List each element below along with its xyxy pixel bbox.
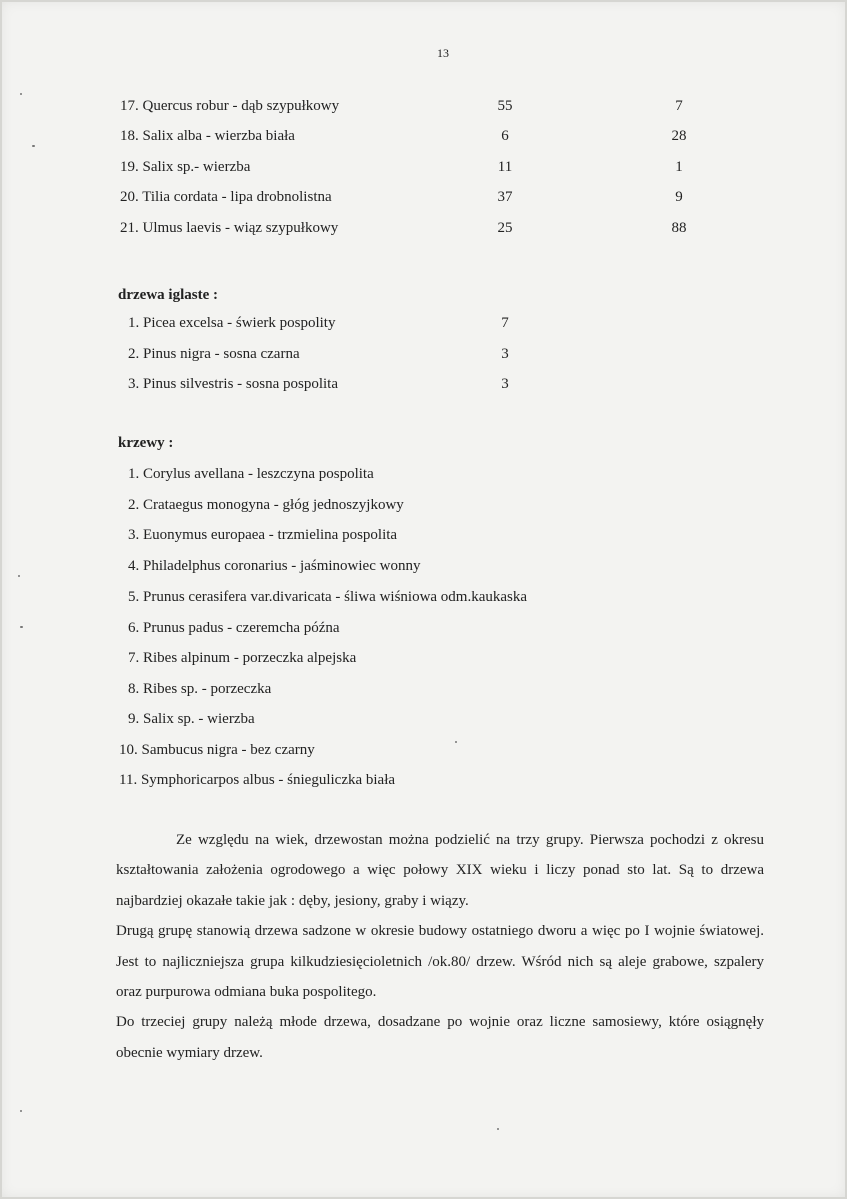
shrub-item: 6. Prunus padus - czeremcha późna [128, 620, 340, 636]
scan-speck [20, 1110, 22, 1112]
shrub-item: 4. Philadelphus coronarius - jaśminowiec wonny [128, 558, 421, 574]
shrub-item: 1. Corylus avellana - leszczyna pospolita [128, 466, 374, 482]
count-b: 88 [671, 220, 687, 236]
scan-speck [32, 145, 35, 147]
species-name: 3. Pinus silvestris - sosna pospolita [128, 376, 339, 392]
scan-speck [20, 93, 22, 95]
species-name: 1. Picea excelsa - świerk pospolity [128, 315, 336, 331]
count-b: 28 [671, 128, 687, 144]
scan-speck [497, 1128, 499, 1130]
shrub-item: 9. Salix sp. - wierzba [128, 711, 255, 727]
conifers-heading: drzewa iglaste : [118, 287, 218, 303]
count-a: 7 [501, 315, 509, 331]
paragraph: Ze względu na wiek, drzewostan można podzielić na trzy grupy. Pierwsza pochodzi z okresu kształtowania założenia ogrodowego a więc połowy XIX wieku i liczy ponad sto lat. Są to drzewa najbardziej okazałe takie jak : dęby, jesiony, graby i wiązy. [116, 832, 764, 909]
paragraph: Do trzeciej grupy należą młode drzewa, dosadzane po wojnie oraz liczne samosiewy, które osiągnęły obecnie wymiary drzew. [116, 1014, 764, 1061]
shrub-item: 3. Euonymus europaea - trzmielina pospolita [128, 527, 398, 543]
count-b: 7 [675, 98, 683, 114]
species-name: 20. Tilia cordata - lipa drobnolistna [120, 189, 332, 205]
count-b: 1 [675, 159, 683, 175]
count-a: 3 [501, 376, 509, 392]
scan-speck [18, 575, 20, 577]
count-a: 3 [501, 346, 509, 362]
species-name: 2. Pinus nigra - sosna czarna [128, 346, 300, 362]
shrub-item: 7. Ribes alpinum - porzeczka alpejska [128, 650, 357, 666]
species-name: 18. Salix alba - wierzba biała [120, 128, 295, 144]
scan-speck [20, 626, 23, 628]
shrub-item: 11. Symphoricarpos albus - śnieguliczka biała [119, 772, 396, 788]
count-b: 9 [675, 189, 683, 205]
body-text [116, 825, 764, 1068]
count-a: 6 [501, 128, 509, 144]
count-a: 55 [497, 98, 513, 114]
count-a: 25 [497, 220, 513, 236]
count-a: 37 [497, 189, 513, 205]
shrub-item: 5. Prunus cerasifera var.divaricata - śliwa wiśniowa odm.kaukaska [128, 589, 528, 605]
scan-speck [455, 741, 457, 743]
species-name: 21. Ulmus laevis - wiąz szypułkowy [120, 220, 339, 236]
species-name: 19. Salix sp.- wierzba [120, 159, 251, 175]
paragraph: Drugą grupę stanowią drzewa sadzone w okresie budowy ostatniego dworu a więc po I wojnie światowej. Jest to najliczniejsza grupa kilkudziesięcioletnich /ok.80/ drzew. Wśród nich są aleje grabowe, szpalery oraz purpurowa odmiana buka pospolitego. [116, 923, 764, 1001]
count-a: 11 [497, 159, 513, 175]
shrubs-heading: krzewy : [118, 435, 174, 451]
page-number: 13 [437, 46, 449, 60]
shrub-item: 10. Sambucus nigra - bez czarny [119, 742, 315, 758]
species-name: 17. Quercus robur - dąb szypułkowy [120, 98, 340, 114]
shrub-item: 8. Ribes sp. - porzeczka [128, 681, 272, 697]
shrub-item: 2. Crataegus monogyna - głóg jednoszyjkowy [128, 497, 404, 513]
